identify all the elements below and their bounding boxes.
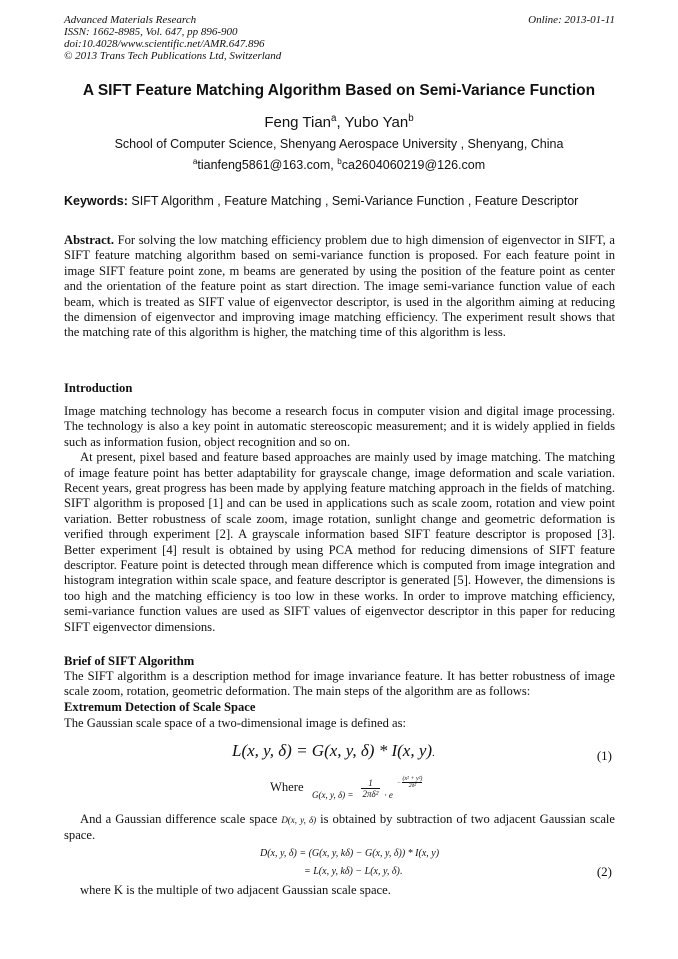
online-date: Online: 2013-01-11 (528, 14, 615, 26)
fraction-numerator: 1 (361, 778, 381, 789)
equation-tail: . (399, 866, 403, 877)
gaussian-difference-paragraph (64, 812, 615, 844)
author-affil-mark: b (408, 113, 414, 124)
equation-number: (1) (596, 748, 612, 763)
where-label: Where (270, 780, 304, 794)
doi-line: doi:10.4028/www.scientific.net/AMR.647.896 (64, 38, 265, 50)
equation-number: (2) (596, 864, 612, 879)
abstract (64, 233, 615, 341)
paragraph: At present, pixel based and feature based approaches are mainly used by image matching. The matching of image feature point has better adaptability for grayscale change, image deformation and scale variation. Recent years, great progress has been made by applying feature matching approach in the fields of matching. SIFT algorithm is proposed [1] and can be used in applications such as scale zoom, rotation and view point variation. Better robustness of scale zoom, image rotation, sunlight change and geometric deformation is verified through experiment [2]. A grayscale information based SIFT feature descriptor is proposed [3]. Better experiment [4] result is obtained by using PCA method for reducing dimensions of SIFT feature descriptor. Feature point is detected through mean difference which is computed from image integration and histogram integration within scale space, and feature descriptor is generated [5]. However, the dimensions is too high and the matching efficiency is too low in these works. In order to improve matching efficiency, semi-variance function values are used as SIFT values of eigenvector descriptor in this paper for reducing SIFT eigenvector dimensions. (64, 450, 615, 634)
extremum-body (64, 716, 615, 731)
paragraph: Image matching technology has become a research focus in computer vision and digital image processing. The technology is also a key point in automatic stereoscopic measurement; and it is widely applied in fields such as information fusion, object recognition and so on. (64, 404, 615, 449)
affiliation: School of Computer Science, Shenyang Aerospace University , Shenyang, China (114, 137, 564, 151)
exponent (397, 776, 423, 789)
email-mark: a (192, 156, 198, 166)
paragraph: The Gaussian scale space of a two-dimensional image is defined as: (64, 716, 407, 730)
formula-lhs: G(x, y, δ) = (312, 790, 354, 801)
exponent-numerator: (x² + y²) (402, 776, 423, 782)
equation-2-line-2 (304, 866, 402, 877)
brief-body (64, 669, 615, 700)
fraction (361, 778, 381, 799)
keywords-label: Keywords: (64, 194, 128, 208)
paragraph (64, 812, 615, 844)
journal-header (64, 14, 281, 62)
exponent-denominator: 2δ² (408, 783, 417, 789)
author-list (0, 114, 678, 131)
exponent-sign: − (396, 779, 401, 786)
author-separator: , (336, 114, 345, 131)
paper-title: A SIFT Feature Matching Algorithm Based on Semi-Variance Function (82, 82, 596, 99)
section-heading-brief: Brief of SIFT Algorithm (64, 654, 195, 668)
section-heading-introduction: Introduction (64, 381, 133, 395)
issn-line: ISSN: 1662-8985, Vol. 647, pp 896-900 (64, 26, 238, 38)
keywords (64, 194, 624, 208)
email-link: tianfeng5861@163.com, (197, 158, 338, 172)
equation-tail: . (432, 747, 435, 759)
journal-name: Advanced Materials Research (64, 14, 197, 26)
paragraph: The SIFT algorithm is a description method for image invariance feature. It has better robustness of image scale zoom, rotation, geometric deformation. The main steps of the algorithm are as follows: (64, 669, 615, 699)
introduction-body (64, 404, 615, 635)
abstract-label: Abstract. (64, 233, 115, 247)
equation-2-line-1: D(x, y, δ) = (G(x, y, kδ) − G(x, y, δ)) * I(x, y) (260, 848, 440, 859)
exponent-fraction (402, 776, 422, 789)
author-name: Yubo Yan (344, 114, 409, 131)
abstract-text: For solving the low matching efficiency problem due to high dimension of eigenvector in SIFT, a SIFT feature matching algorithm based on semi-variance function is proposed. For each feature point in image SIFT feature point zone, m beams are generated by using the position of the feature point as center and the orientation of the feature point as start direction. The image semi-variance function value of each beam, which is treated as SIFT value of eigenvector descriptor, is used in the algorithm aiming at reducing the dimension of eigenvector and improving image matching efficiency. The experiment result shows that the matching rate of this algorithm is higher, the matching time of this algorithm is less. (64, 233, 615, 340)
text: is obtained by subtraction of two adjacent Gaussian scale space. (64, 812, 616, 843)
equation-1 (232, 741, 435, 761)
where-clause (270, 780, 304, 795)
gaussian-kernel-formula (312, 778, 422, 799)
text: And a Gaussian difference scale space (80, 812, 282, 826)
author-emails (0, 158, 678, 172)
author-name: Feng Tian (264, 114, 332, 131)
email-link: ca2604060219@126.com (341, 158, 486, 172)
equation-text: = L(x, y, kδ) − L(x, y, δ) (304, 866, 400, 877)
keywords-text: SIFT Algorithm , Feature Matching , Semi-Variance Function , Feature Descriptor (127, 194, 579, 208)
fraction-denominator: 2πδ² (362, 789, 379, 799)
final-line: where K is the multiple of two adjacent Gaussian scale space. (80, 883, 391, 897)
email-mark: b (337, 156, 342, 166)
exp-base: · e (384, 790, 393, 801)
author-affil-mark: a (331, 113, 337, 124)
subsection-heading-extremum: Extremum Detection of Scale Space (64, 700, 256, 714)
inline-symbol: D(x, y, δ) (281, 815, 317, 825)
copyright-line: © 2013 Trans Tech Publications Ltd, Switzerland (64, 50, 282, 62)
equation-text: L(x, y, δ) = G(x, y, δ) * I(x, y) (232, 741, 433, 760)
